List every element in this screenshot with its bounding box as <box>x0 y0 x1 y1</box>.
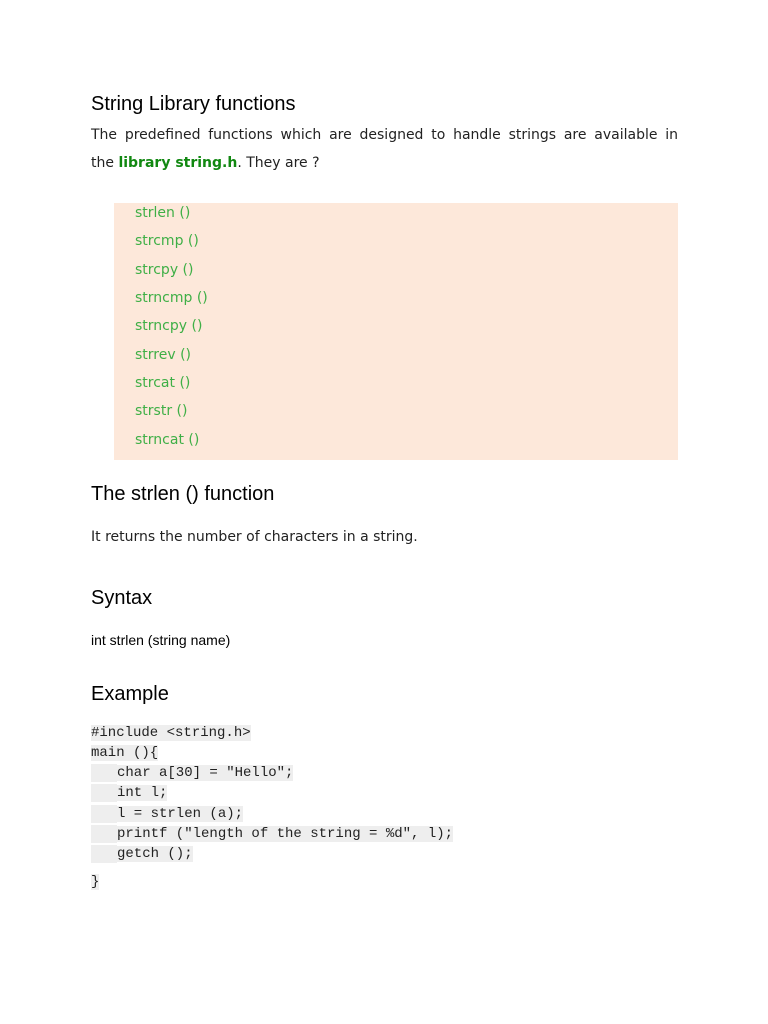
code-line <box>91 873 99 891</box>
intro-suffix: . They are ? <box>237 155 320 171</box>
list-item: strrev () <box>135 347 192 363</box>
intro-paragraph-line1: The predefined functions which are designed to handle strings are available in <box>91 127 678 143</box>
section-heading-strlen-function: The strlen () function <box>91 483 275 505</box>
list-item: strcmp () <box>135 233 199 249</box>
code-text: #include <string.h> <box>91 725 251 741</box>
code-text: } <box>91 874 100 890</box>
code-text: main (){ <box>91 745 159 761</box>
code-text: int l; <box>117 785 168 801</box>
code-text: getch (); <box>117 846 193 862</box>
section-heading-syntax: Syntax <box>91 587 153 609</box>
list-item: strcat () <box>135 375 191 391</box>
list-item: strncat () <box>135 432 200 448</box>
syntax-line: int strlen (string name) <box>91 632 231 648</box>
code-line <box>91 845 193 863</box>
code-line <box>91 764 293 782</box>
code-text: l = strlen (a); <box>117 806 244 822</box>
code-line <box>91 805 243 823</box>
list-item: strcpy () <box>135 262 194 278</box>
list-item: strncpy () <box>135 318 203 334</box>
section-heading-example: Example <box>91 683 169 705</box>
code-line <box>91 744 158 762</box>
code-text: char a[30] = "Hello"; <box>117 765 294 781</box>
function-list-box <box>114 203 678 460</box>
intro-paragraph-line2 <box>91 155 678 171</box>
code-line <box>91 784 167 802</box>
intro-prefix: the <box>91 155 119 171</box>
code-line <box>91 724 251 742</box>
list-item: strncmp () <box>135 290 208 306</box>
strlen-description: It returns the number of characters in a string. <box>91 529 418 545</box>
library-highlight: library string.h <box>118 155 238 171</box>
code-line <box>91 825 453 843</box>
code-text: printf ("length of the string = %d", l); <box>117 826 454 842</box>
list-item: strlen () <box>135 205 191 221</box>
section-heading-string-library: String Library functions <box>91 93 296 115</box>
list-item: strstr () <box>135 403 188 419</box>
